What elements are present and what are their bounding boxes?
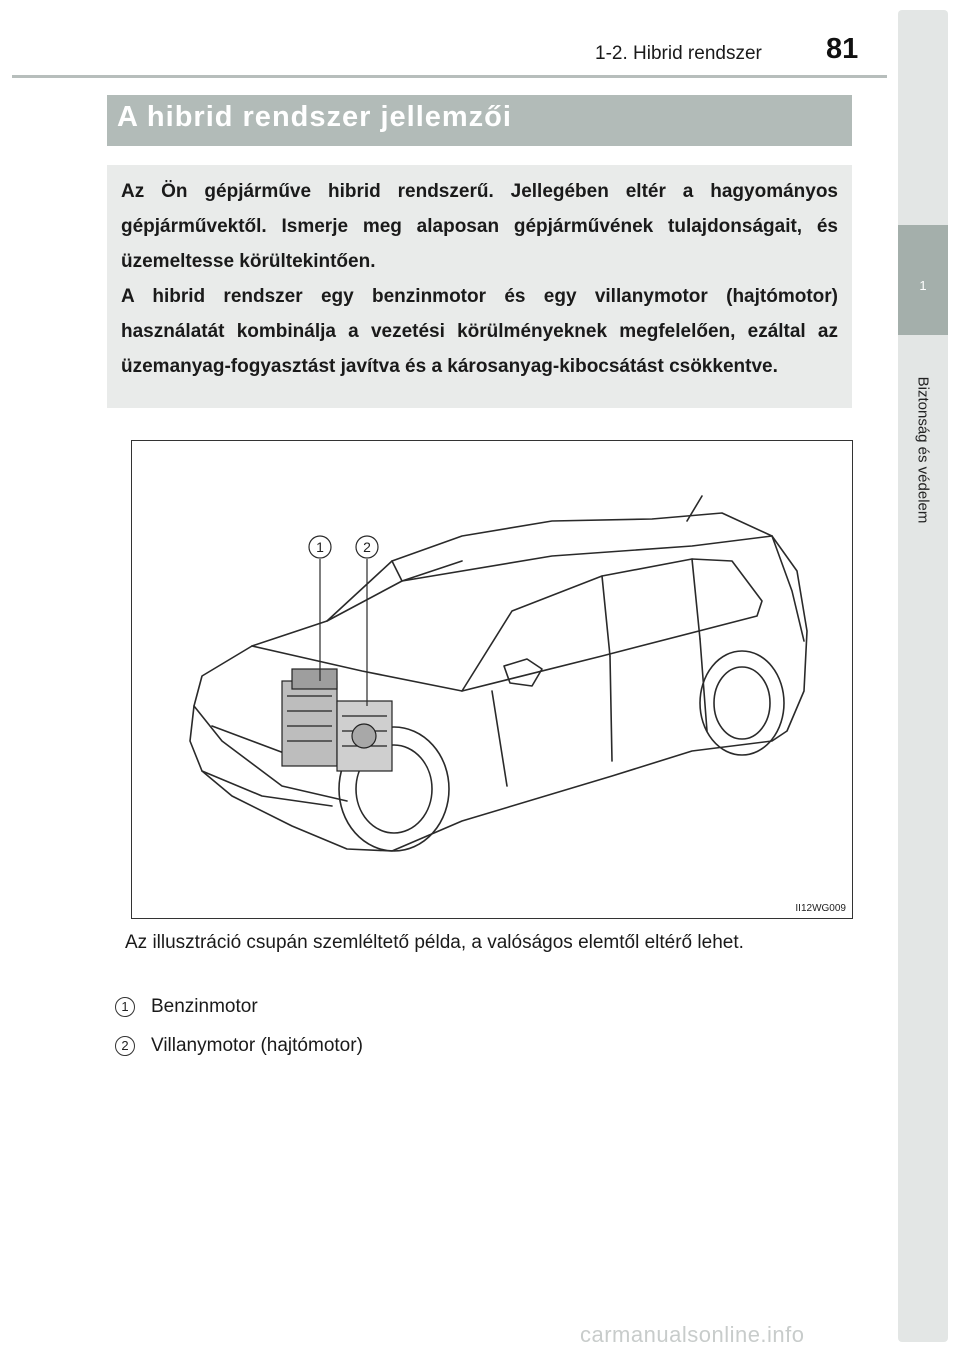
page-number: 81 — [826, 33, 859, 65]
callout-1 — [309, 536, 331, 558]
legend-number-icon: 1 — [115, 997, 135, 1017]
legend-number-icon: 2 — [115, 1036, 135, 1056]
side-tab[interactable] — [898, 10, 948, 1342]
car-roof — [392, 536, 772, 581]
section-title: 1-2. Hibrid rendszer — [595, 43, 762, 64]
intro-paragraph-2: A hibrid rendszer egy benzinmotor és egy villanymotor (hajtómotor) használatát kombinálja a vezetési körülményeknek megfelelően, ezáltal az üzemanyag-fogyasztást javítva és a károsanyag-kibocsátást csökkentve. — [121, 286, 838, 377]
car-illustration — [132, 441, 852, 918]
illustration-frame — [131, 440, 853, 919]
intro-paragraph-1: Az Ön gépjárműve hibrid rendszerű. Jellegében eltér a hagyományos gépjárművektől. Ismerje meg alaposan gépjárművének tulajdonságait, és üzemeltesse körültekintően. — [121, 181, 838, 272]
car-side-windows — [462, 559, 762, 691]
callout-2 — [356, 536, 378, 558]
rear-wheel-rim — [714, 667, 770, 739]
side-tab-number: 1 — [919, 278, 927, 293]
legend-item — [115, 1034, 363, 1058]
legend-label: Villanymotor (hajtómotor) — [151, 1035, 363, 1056]
illustration-code: II12WG009 — [795, 903, 846, 914]
illustration-caption: Az illusztráció csupán szemléltető példa, a valóságos elemtől eltérő lehet. — [125, 932, 744, 953]
car-doors — [492, 639, 707, 786]
page-title: A hibrid rendszer jellemzői — [117, 101, 512, 133]
legend-label: Benzinmotor — [151, 996, 258, 1017]
car-windshield — [327, 561, 462, 621]
legend-item — [115, 995, 258, 1019]
engine-block — [282, 669, 392, 771]
front-grille — [212, 726, 292, 756]
callout-1-label: 1 — [316, 539, 324, 555]
side-tab-label: Biztonság és védelem — [914, 376, 932, 524]
watermark: carmanualsonline.info — [580, 1322, 805, 1347]
callout-2-label: 2 — [363, 539, 371, 555]
header-rule — [12, 75, 887, 78]
antenna — [687, 496, 702, 521]
